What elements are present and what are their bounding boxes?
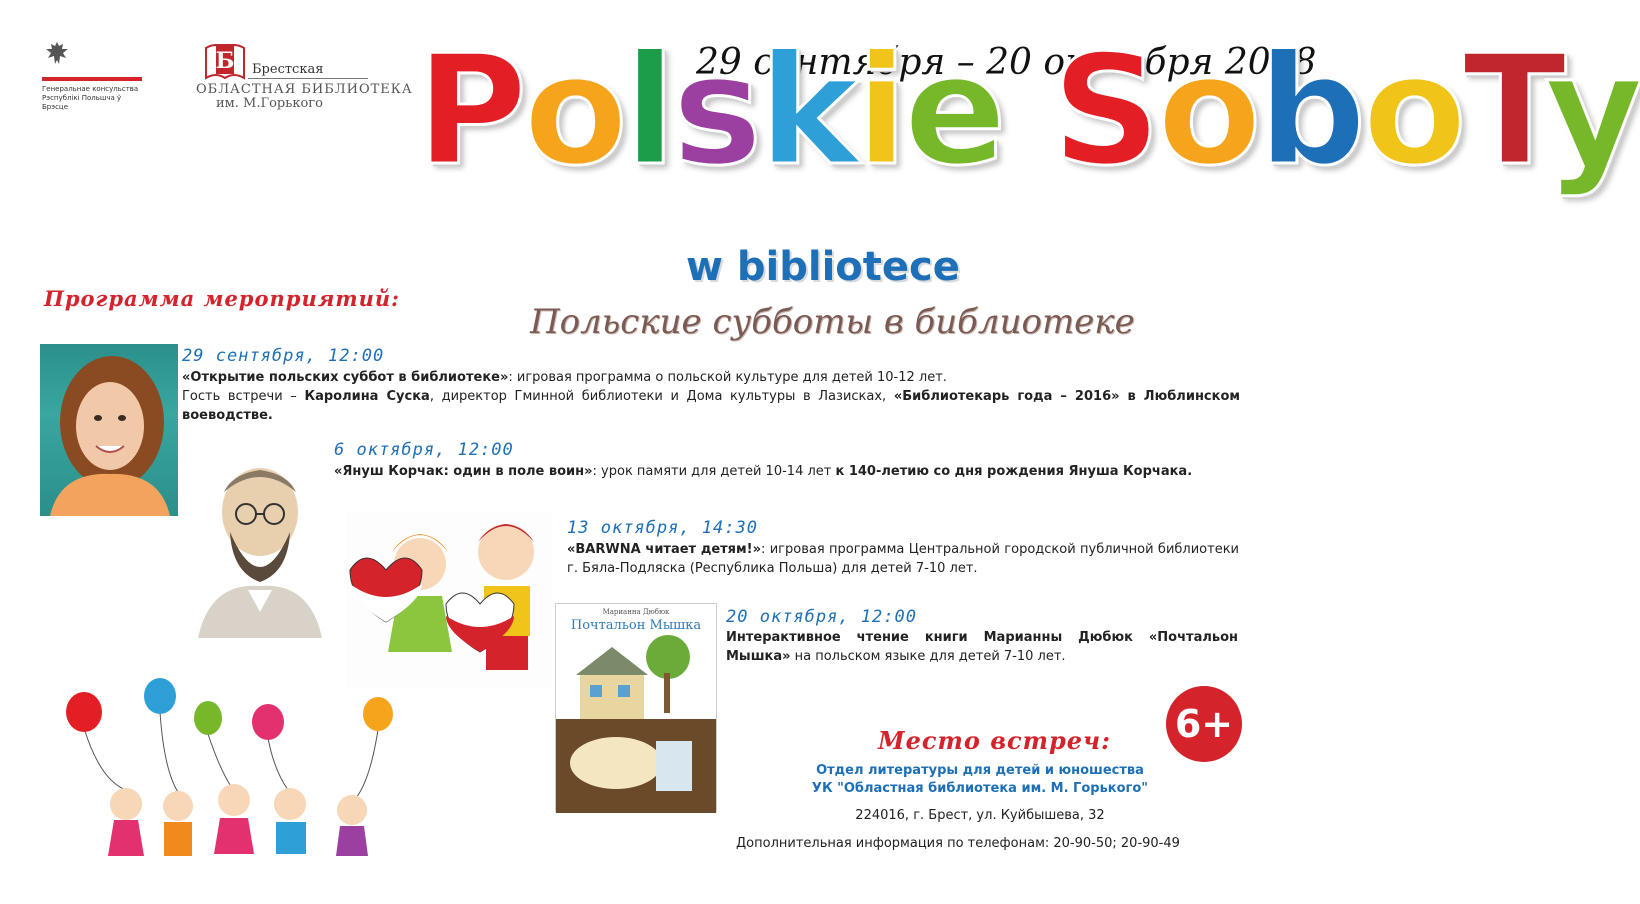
title-letter (1003, 22, 1052, 199)
event-dates: 29 сентября – 20 октября 2018 (696, 42, 1317, 83)
man-portrait-icon (190, 452, 326, 638)
korczak-portrait (190, 452, 326, 638)
event-1-guest-award: «Библиотекарь года – 2016» в Люблинском воеводстве. (182, 389, 1241, 423)
title-letter: e (903, 22, 1003, 199)
event-1-guest-mid: , директор Гминной библиотеки и Дома культуры в Лазисках, (429, 389, 894, 404)
consulate-logo (42, 40, 142, 112)
balloons-icon (60, 680, 410, 870)
book-cover (555, 603, 717, 812)
consulate-name-line1: Генеральнае консульства (42, 85, 139, 93)
title-letter: P (416, 22, 524, 199)
eagle-emblem-icon (44, 40, 70, 68)
event-1-guest-name: Каролина Суска (304, 389, 430, 404)
library-logo-letter: Б (215, 48, 235, 74)
venue-line1: Отдел литературы для детей и юношества (816, 763, 1144, 778)
kids-hearts-icon (346, 512, 552, 688)
event-1-guest-prefix: Гость встречи – (182, 389, 305, 404)
event-1-desc: : игровая программа о польской культуре для детей 10-12 лет. (508, 370, 947, 385)
title-letter: T (1462, 22, 1545, 199)
event-2-date: 6 октября, 12:00 (334, 440, 514, 460)
title-letter: b (1257, 22, 1363, 199)
russian-title: Польские субботы в библиотеке (530, 302, 1135, 342)
main-title (416, 22, 1640, 199)
book-title: Почтальон Мышка (570, 618, 702, 633)
event-2-text (334, 462, 1240, 481)
age-rating-badge: 6+ (1166, 686, 1242, 762)
event-2-extra: к 140-летию со дня рождения Януша Корчака. (835, 464, 1193, 479)
event-4-text (726, 628, 1238, 666)
title-letter: i (855, 22, 904, 199)
library-divider (248, 78, 368, 79)
title-letter: o (1157, 22, 1258, 199)
venue-line2: УК "Областная библиотека им. М. Горького" (811, 781, 1149, 796)
contact-phones: Дополнительная информация по телефонам: 20-90-50; 20-90-49 (736, 836, 1180, 851)
venue-name (760, 762, 1200, 798)
library-city: Брестская (252, 62, 324, 77)
title-letter: y (1544, 22, 1640, 199)
kids-balloons-illustration (60, 680, 410, 870)
event-4-title: Интерактивное чтение книги Марианны Дюбюк «Почтальон Мышка» (726, 630, 1238, 664)
event-1-date: 29 сентября, 12:00 (182, 346, 385, 366)
event-1-text (182, 368, 1240, 425)
program-heading: Программа мероприятий: (44, 286, 400, 311)
library-book-emblem-icon (204, 38, 246, 82)
subtitle: w bibliotece (686, 244, 960, 290)
event-3-desc: : игровая программа Центральной городской публичной библиотеки г. Бяла-Подляска (Республика Польша) для детей 7-10 лет. (567, 542, 1239, 576)
venue-address: 224016, г. Брест, ул. Куйбышева, 32 (855, 808, 1105, 823)
library-name-line1: ОБЛАСТНАЯ БИБЛИОТЕКА (196, 82, 413, 97)
event-4-desc: на польском языке для детей 7-10 лет. (790, 649, 1066, 664)
title-letter: o (1362, 22, 1463, 199)
event-3-date: 13 октября, 14:30 (567, 518, 758, 538)
kids-with-hearts-illustration (346, 512, 552, 688)
event-2-desc: : урок памяти для детей 10-14 лет (592, 464, 836, 479)
title-letter: k (758, 22, 856, 199)
title-letter: s (671, 22, 759, 199)
library-name-line2: им. М.Горького (216, 96, 323, 111)
event-4-date: 20 октября, 12:00 (726, 607, 917, 627)
woman-portrait-icon (40, 344, 178, 516)
book-author: Марианна Дюбюк (602, 608, 670, 616)
consulate-red-rule (42, 77, 142, 81)
event-3-text (567, 540, 1239, 578)
venue-heading: Место встреч: (878, 726, 1112, 755)
mouse-house-illustration-icon (556, 633, 716, 813)
title-letter: S (1051, 22, 1158, 199)
guest-photo (40, 344, 178, 516)
title-letter: o (523, 22, 624, 199)
event-3-title: «BARWNA читает детям!» (567, 542, 761, 557)
event-2-title: «Януш Корчак: один в поле воин» (334, 464, 593, 479)
consulate-name-line2: Рэспублікі Польшча ў Брэсце (42, 94, 122, 111)
title-letter: l (623, 22, 672, 199)
event-1-title: «Открытие польских суббот в библиотеке» (182, 370, 509, 385)
